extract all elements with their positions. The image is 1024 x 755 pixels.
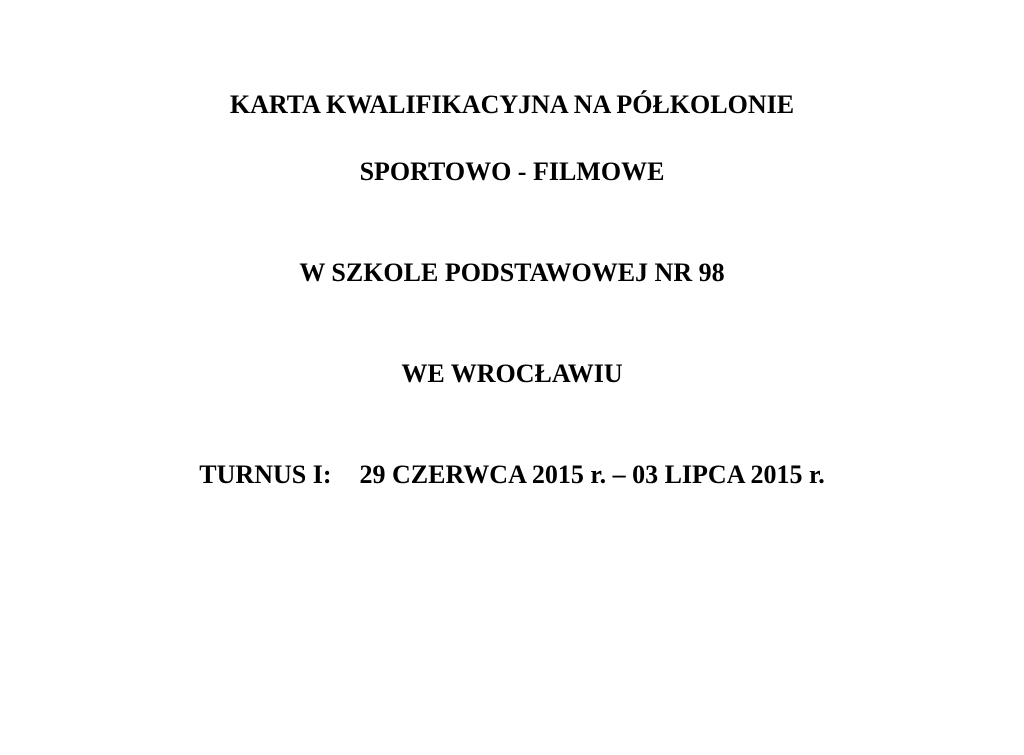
turnus-dates: 29 CZERWCA 2015 r. – 03 LIPCA 2015 r. xyxy=(359,460,825,489)
school-line: W SZKOLE PODSTAWOWEJ NR 98 xyxy=(299,258,725,287)
title-line-2: SPORTOWO - FILMOWE xyxy=(359,157,665,186)
turnus-label: TURNUS I: xyxy=(199,460,332,489)
title-line-1: KARTA KWALIFIKACYJNA NA PÓŁKOLONIE xyxy=(229,90,795,119)
turnus-line xyxy=(0,459,1024,491)
city-line: WE WROCŁAWIU xyxy=(401,359,623,388)
